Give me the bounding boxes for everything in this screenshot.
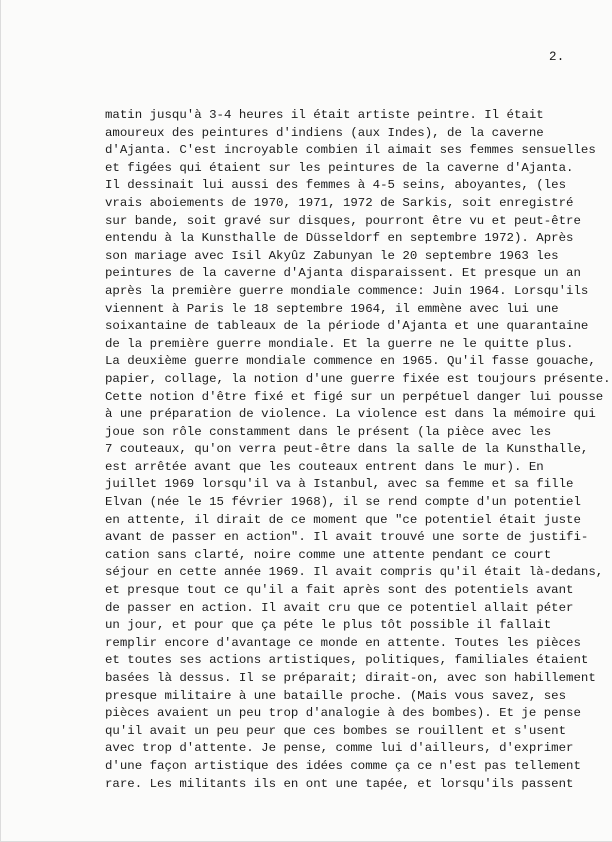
text-line: et toutes ses actions artistiques, politiques, familiales étaient [105,653,589,668]
text-line: 7 couteaux, qu'on verra peut-être dans la salle de la Kunsthalle, [105,442,589,457]
text-line: joue son rôle constamment dans le présent (la pièce avec les [105,424,552,439]
text-line: Cette notion d'être fixé et figé sur un perpétuel danger lui pousse [105,389,604,404]
text-line: de la première guerre mondiale. Et la guerre ne le quitte plus. [105,336,574,351]
text-line: avec trop d'attente. Je pense, comme lui d'ailleurs, d'exprimer [105,741,574,756]
text-line: à une préparation de violence. La violence est dans la mémoire qui [105,407,596,422]
text-line: entendu à la Kunsthalle de Düsseldorf en septembre 1972). Après [105,231,574,246]
text-line: un jour, et pour que ça péte le plus tôt possible il fallait [105,618,552,633]
text-line: et presque tout ce qu'il a fait après sont des potentiels avant [105,583,574,598]
text-line: La deuxième guerre mondiale commence en 1965. Qu'il fasse gouache, [105,354,596,369]
text-line: son mariage avec Isil Akyûz Zabunyan le 20 septembre 1963 les [105,248,559,263]
text-line: séjour en cette année 1969. Il avait compris qu'il était là-dedans, [105,565,604,580]
text-line: qu'il avait un peu peur que ces bombes se rouillent et s'usent [105,723,567,738]
text-line: est arrêtée avant que les couteaux entrent dans le mur). En [105,459,544,474]
text-line: soixantaine de tableaux de la période d'Ajanta et une quarantaine [105,319,589,334]
text-line: rare. Les militants ils en ont une tapée, et lorsqu'ils passent [105,776,574,791]
text-line: juillet 1969 lorsqu'il va à Istanbul, avec sa femme et sa fille [105,477,574,492]
text-line: vrais aboiements de 1970, 1971, 1972 de Sarkis, soit enregistré [105,195,574,210]
text-line: pièces avaient un peu trop d'analogie à des bombes). Et je pense [105,706,581,721]
text-line: presque militaire à une bataille proche. (Mais vous savez, ses [105,688,567,703]
text-line: de passer en action. Il avait cru que ce potentiel allait péter [105,600,574,615]
text-line: d'Ajanta. C'est incroyable combien il aimait ses femmes sensuelles [105,143,596,158]
page-number: 2. [549,50,565,64]
text-line: matin jusqu'à 3-4 heures il était artiste peintre. Il était [105,108,544,122]
text-line: en attente, il dirait de ce moment que "ce potentiel était juste [105,512,581,527]
text-line: cation sans clarté, noire comme une attente pendant ce court [105,547,552,562]
text-line: sur bande, soit gravé sur disques, pourront être vu et peut-être [105,213,581,228]
text-line: basées là dessus. Il se préparait; dirait-on, avec son habillement [105,671,596,685]
text-line: Il dessinait lui aussi des femmes à 4-5 seins, aboyantes, (les [105,178,567,193]
text-line: et figées qui étaient sur les peintures de la caverne d'Ajanta. [105,160,574,175]
text-line: papier, collage, la notion d'une guerre fixée est toujours présente. [105,371,611,386]
text-line: avant de passer en action". Il avait trouvé une sorte de justifi- [105,530,589,545]
text-line: amoureux des peintures d'indiens (aux Indes), de la caverne [105,125,544,140]
text-line: d'une façon artistique des idées comme ça ce n'est pas tellement [105,758,581,773]
text-line: remplir encore d'avantage ce monde en attente. Toutes les pièces [105,635,581,650]
text-line: après la première guerre mondiale commence: Juin 1964. Lorsqu'ils [105,283,589,298]
body-text [105,107,611,793]
text-line: viennent à Paris le 18 septembre 1964, il emmène avec lui une [105,301,559,316]
text-line: Elvan (née le 15 février 1968), il se rend compte d'un potentiel [105,495,581,510]
text-line: peintures de la caverne d'Ajanta disparaissent. Et presque un an [105,266,581,281]
